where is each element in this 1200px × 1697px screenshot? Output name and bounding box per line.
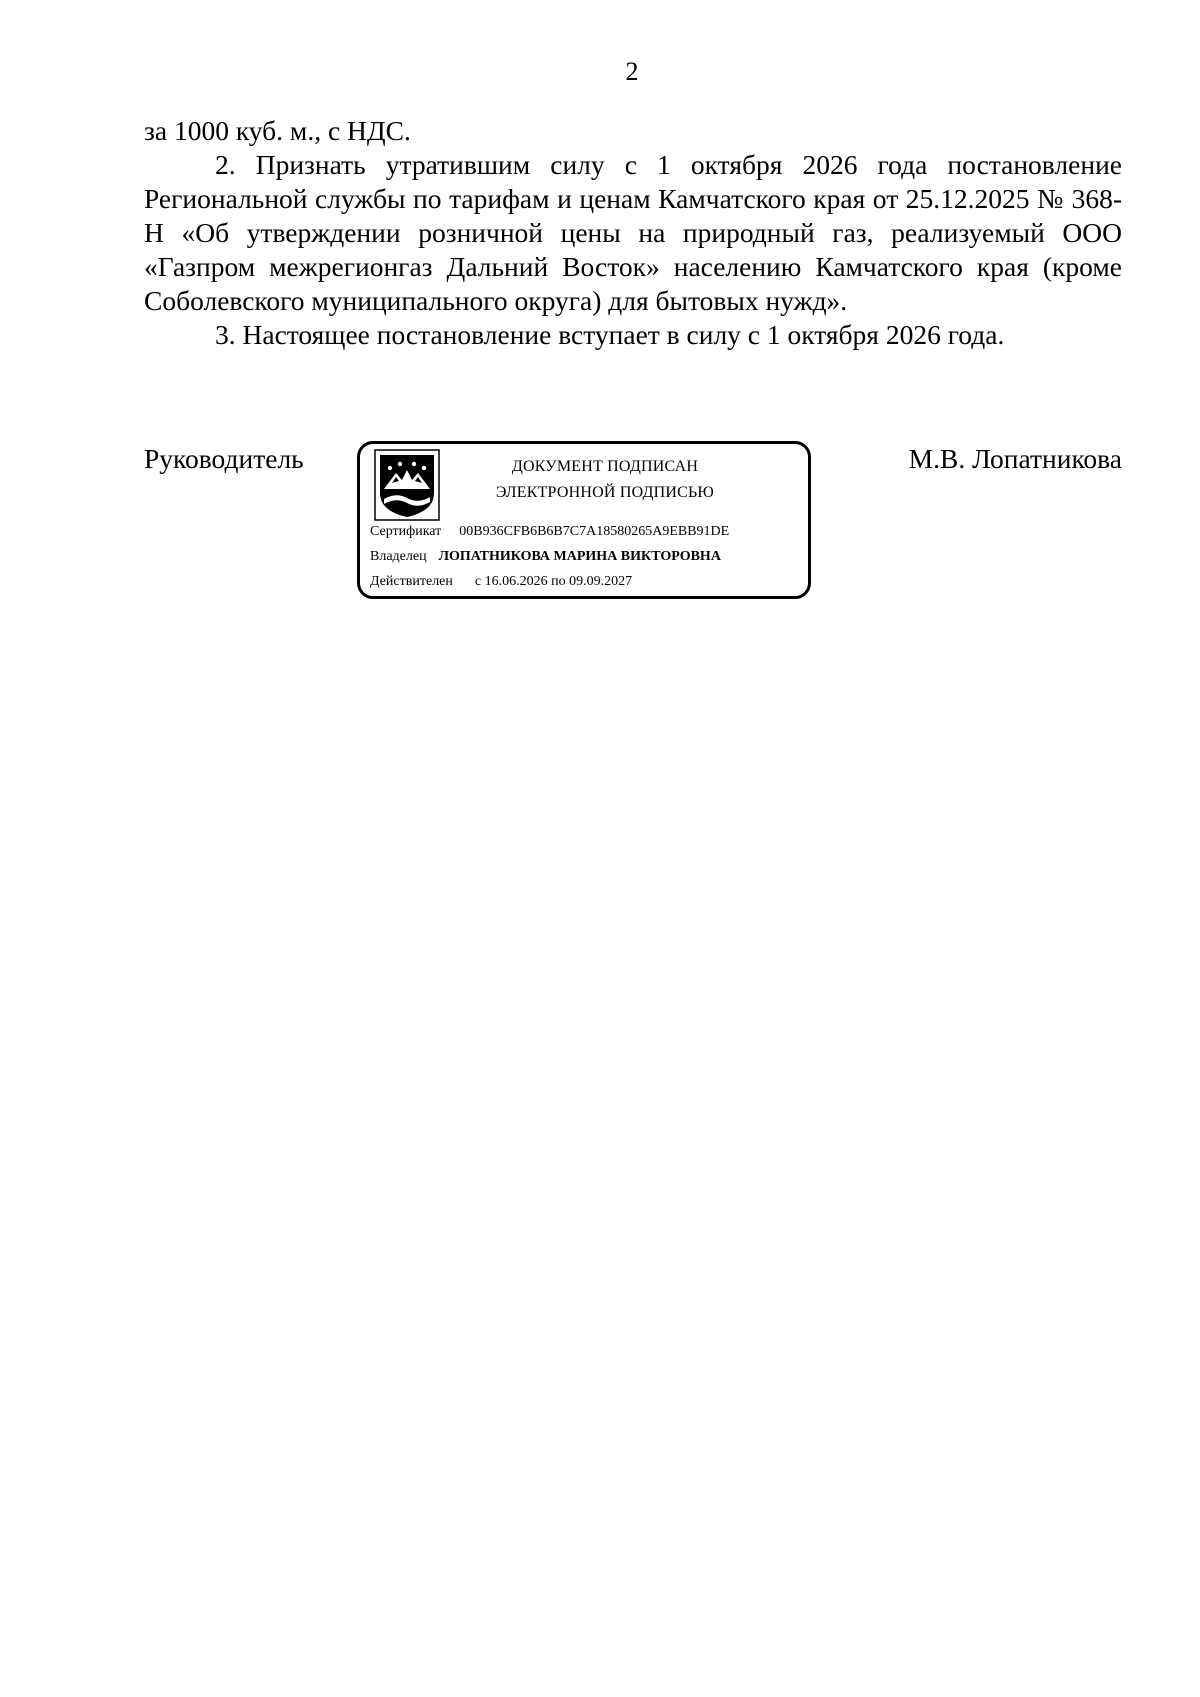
owner-label: Владелец <box>370 549 427 564</box>
certificate-value: 00B936CFB6B6B7C7A18580265A9EBB91DE <box>459 524 730 539</box>
stamp-validity-row <box>370 572 632 592</box>
stamp-heading-line-2: ЭЛЕКТРОННОЙ ПОДПИСЬЮ <box>495 484 715 501</box>
owner-value: ЛОПАТНИКОВА МАРИНА ВИКТОРОВНА <box>438 549 721 564</box>
paragraph-2: 2. Признать утратившим силу с 1 октября 2026 года постановление Региональной службы по тарифам и ценам Камчатского края от 25.12.2025 № 368-Н «Об утверждении розничной цены на природный газ, реализуемый ООО «Газпром межрегионгаз Дальний Восток» населению Камчатского края (кроме Соболевского муниципального округа) для бытовых нужд». <box>144 149 1122 316</box>
page-number: 2 <box>625 57 639 86</box>
electronic-signature-stamp <box>357 441 811 599</box>
validity-value: с 16.06.2026 по 09.09.2027 <box>474 574 633 589</box>
stamp-owner-row <box>370 547 721 567</box>
stamp-certificate-row <box>370 522 729 542</box>
coat-of-arms-icon <box>374 449 440 521</box>
paragraph-3: 3. Настоящее постановление вступает в силу с 1 октября 2026 года. <box>215 319 1005 350</box>
stamp-heading <box>450 454 760 506</box>
signer-title: Руководитель <box>144 443 304 474</box>
document-body <box>144 114 1122 352</box>
validity-label: Действителен <box>370 574 453 589</box>
paragraph-1-continuation: за 1000 куб. м., с НДС. <box>144 115 411 146</box>
stamp-heading-line-1: ДОКУМЕНТ ПОДПИСАН <box>511 458 699 475</box>
certificate-label: Сертификат <box>370 524 442 539</box>
signer-name: М.В. Лопатникова <box>908 443 1122 474</box>
